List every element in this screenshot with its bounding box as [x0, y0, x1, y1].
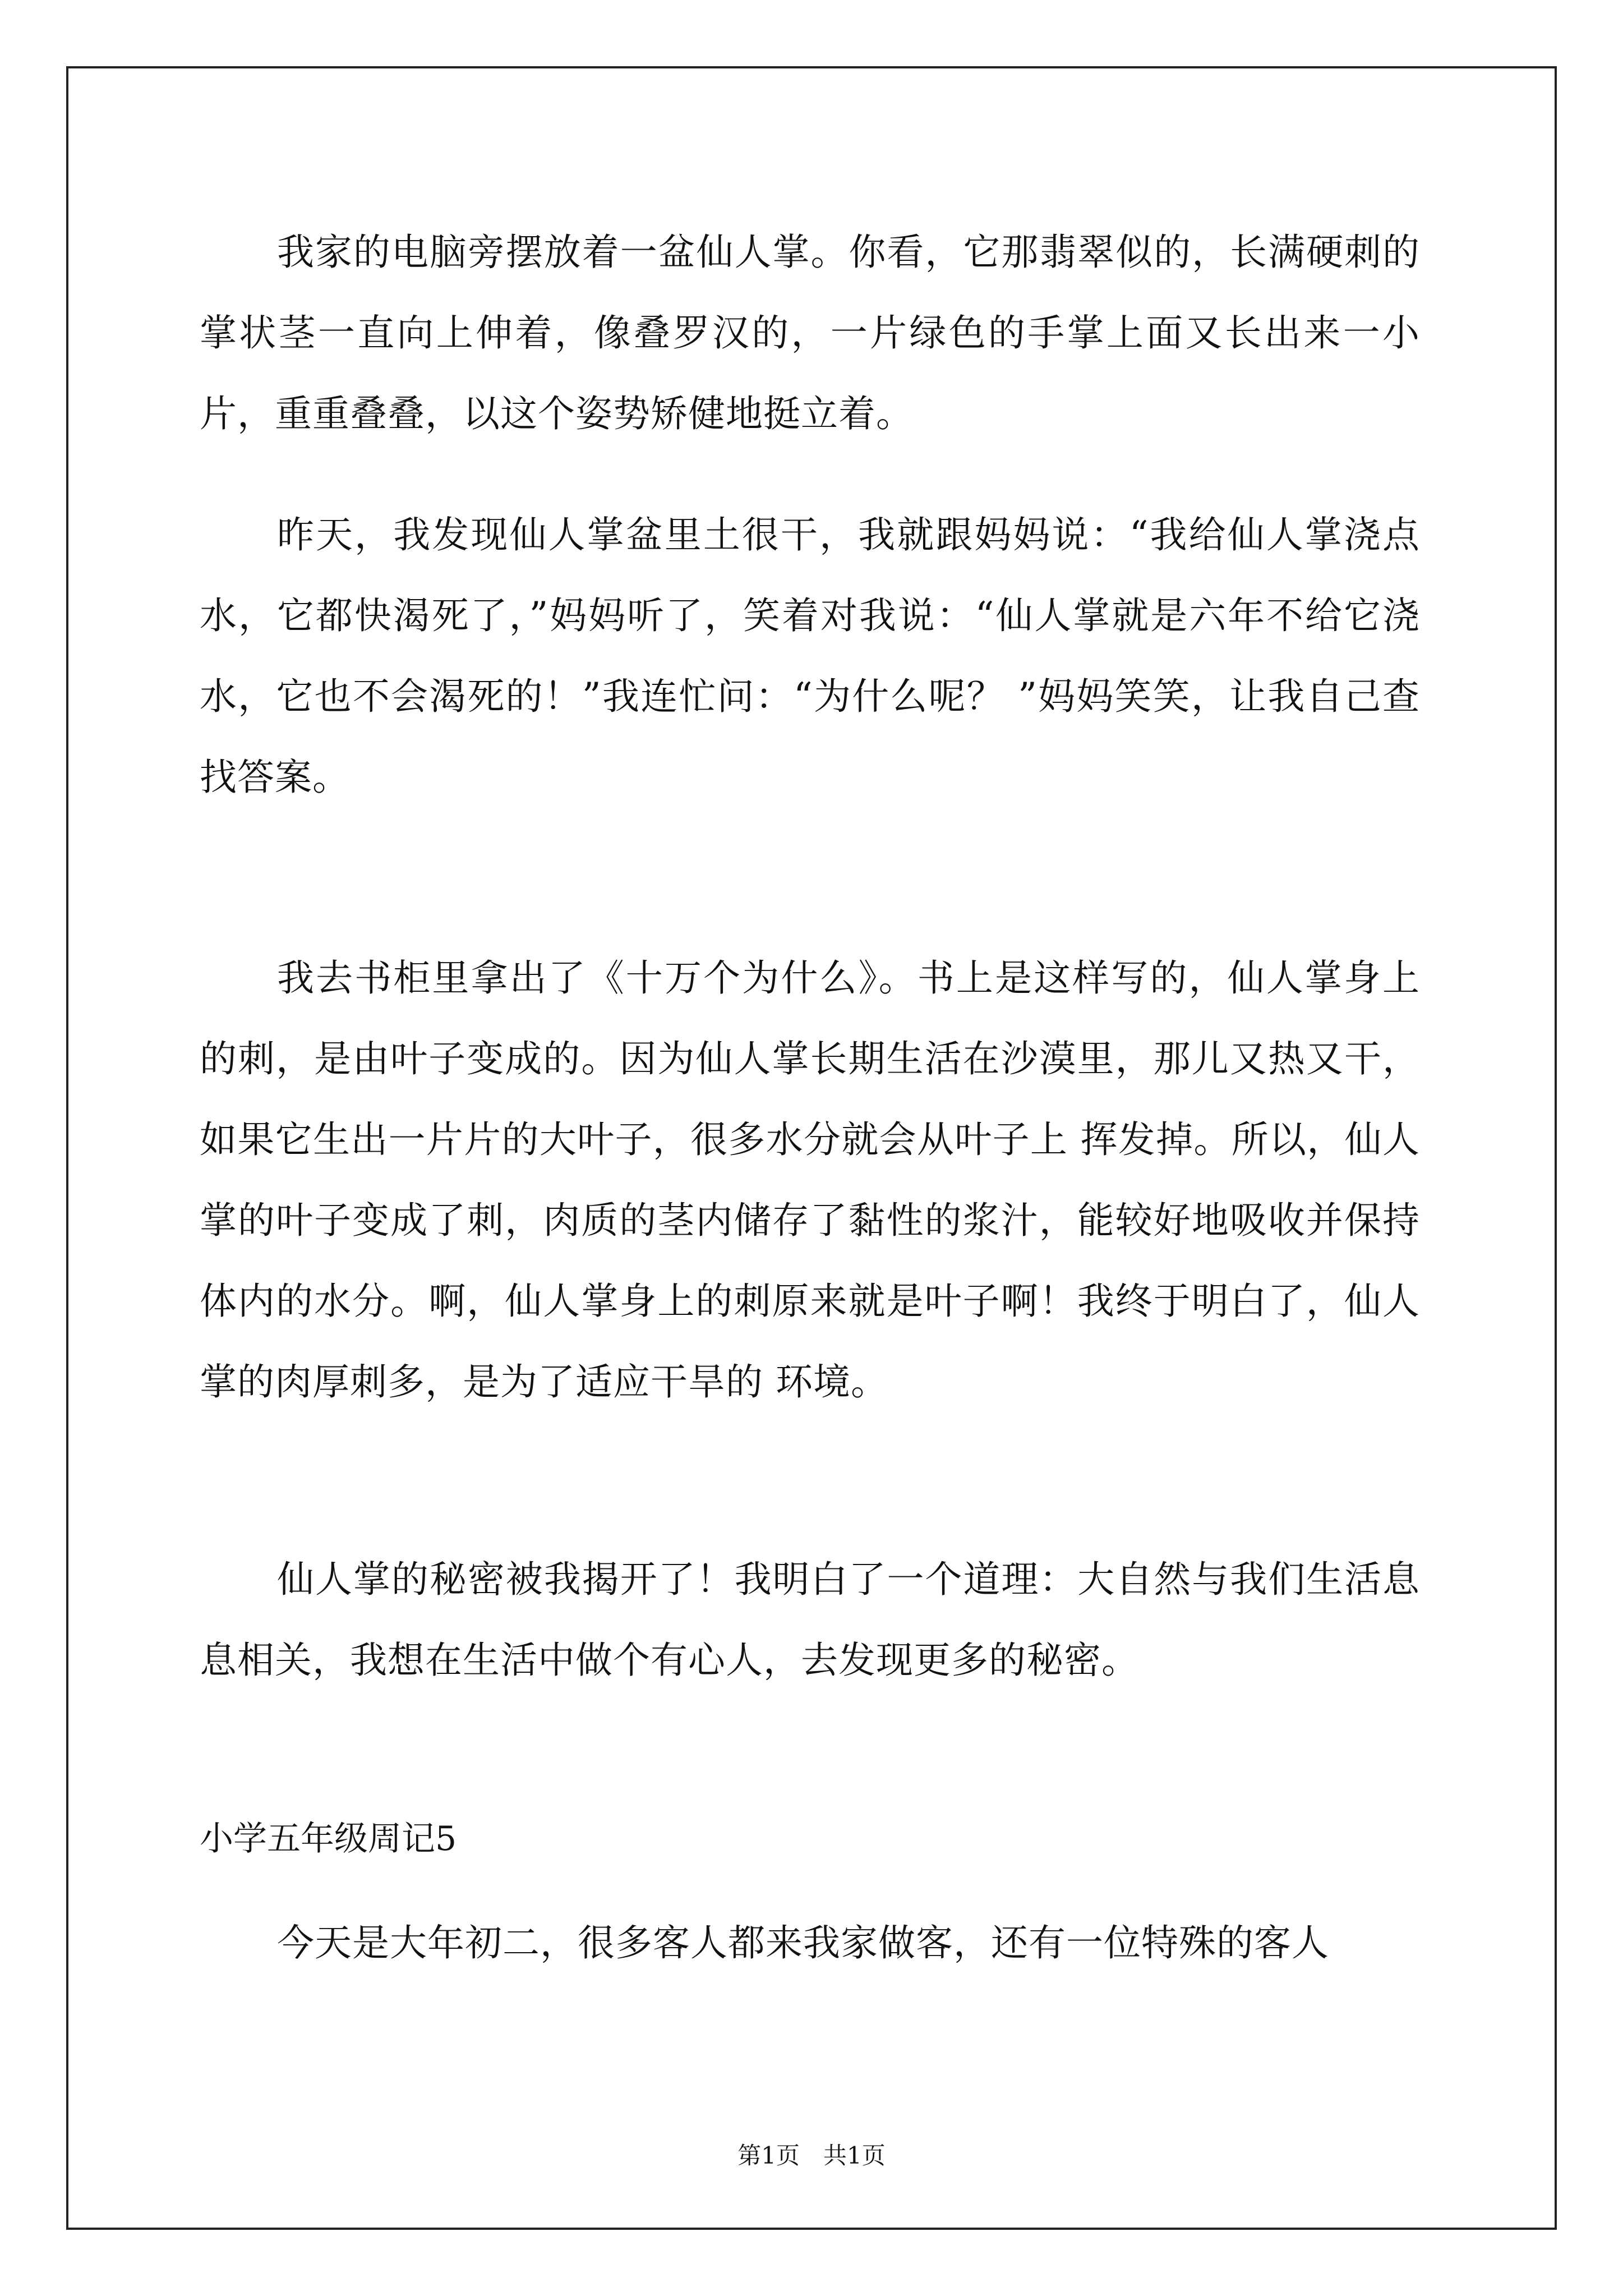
page-number: 第1页 共1页 — [737, 2142, 886, 2169]
paragraph-3: 我去书柜里拿出了《十万个为什么》。书上是这样写的，仙人掌身上的刺，是由叶子变成的。因为仙人掌长期生活在沙漠里，那儿又热又干，如果它生出一片片的大叶子，很多水分就会从叶子上 挥发掉。所以，仙人掌的叶子变成了刺，肉质的茎内储存了黏性的浆汁，能较好地吸收并保持体内的水分。啊，仙人掌身上的刺原来就是叶子啊！我终于明白了，仙人掌的肉厚刺多，是为了适应干旱的 环境。 — [200, 956, 1420, 1404]
paragraph-2: 昨天，我发现仙人掌盆里土很干，我就跟妈妈说：“我给仙人掌浇点水，它都快渴死了，”妈妈听了，笑着对我说：“仙人掌就是六年不给它浇水，它也不会渴死的！”我连忙问：“为什么呢？ ”妈妈笑笑，让我自己查找答案。 — [200, 513, 1420, 799]
paragraph-1: 我家的电脑旁摆放着一盆仙人掌。你看，它那翡翠似的，长满硬刺的掌状茎一直向上伸着，像叠罗汉的，一片绿色的手掌上面又长出来一小片，重重叠叠，以这个姿势矫健地挺立着。 — [200, 231, 1420, 435]
section-heading: 小学五年级周记5 — [200, 1819, 457, 1858]
paragraph-4: 仙人掌的秘密被我揭开了！我明白了一个道理：大自然与我们生活息息相关，我想在生活中做个有心人，去发现更多的秘密。 — [200, 1558, 1420, 1682]
paragraph-5: 今天是大年初二，很多客人都来我家做客，还有一位特殊的客人 — [277, 1921, 1329, 1964]
